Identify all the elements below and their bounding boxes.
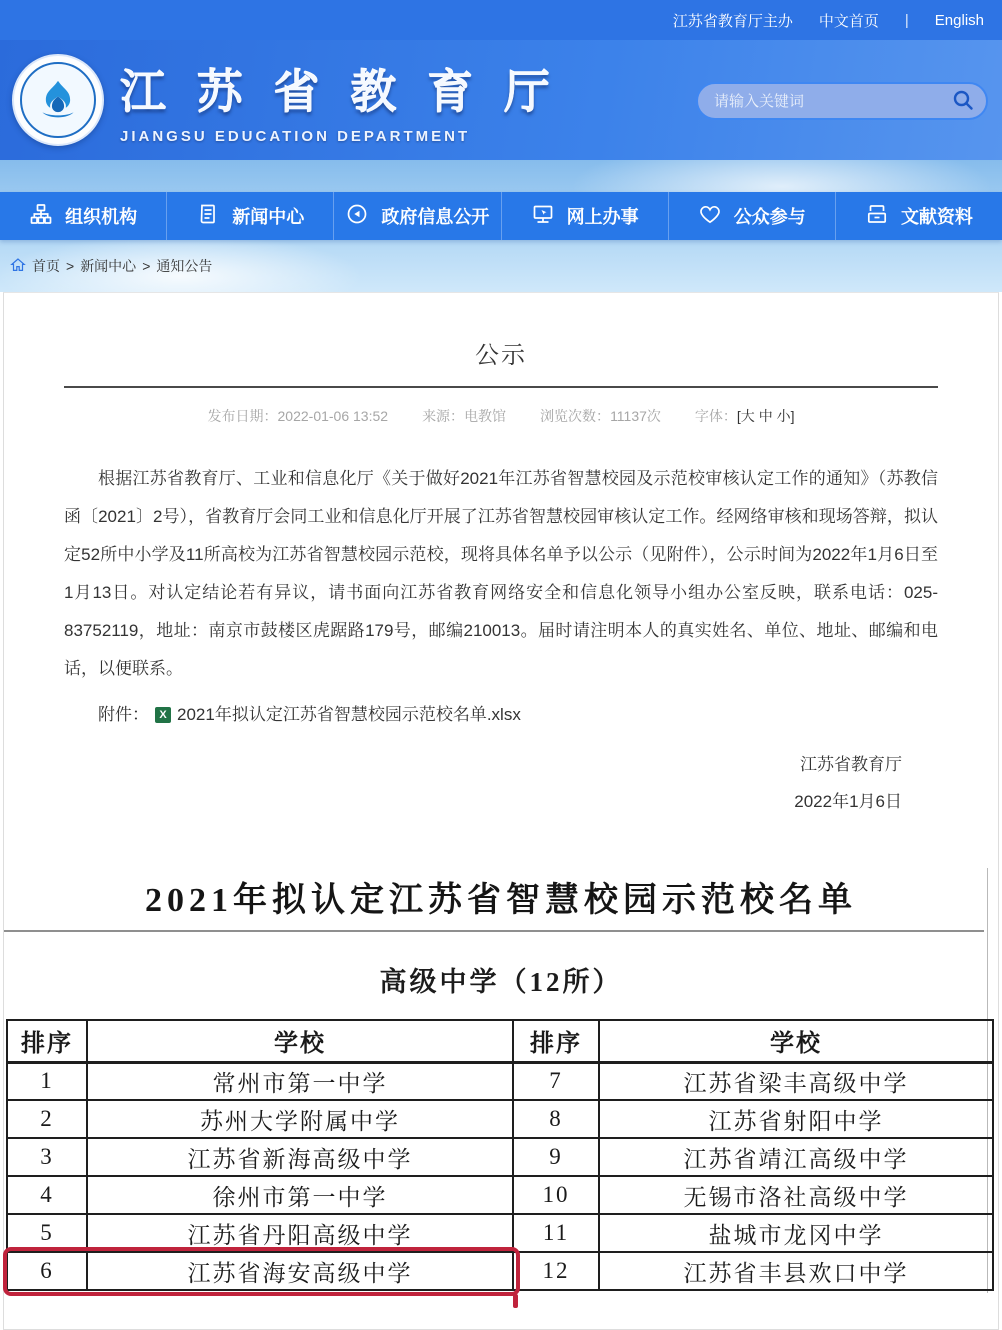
article-title: 公示	[475, 342, 527, 369]
nav-label: 网上办事	[566, 207, 639, 227]
table-row: 1 常州市第一中学 7 江苏省梁丰高级中学	[7, 1062, 993, 1100]
home-icon	[10, 257, 26, 276]
search-button[interactable]	[948, 86, 978, 116]
topbar-english-link[interactable]: English	[934, 11, 984, 29]
nav-label: 文献资料	[900, 207, 973, 227]
signature-department: 江苏省教育厅	[800, 755, 902, 774]
documents-icon	[865, 202, 889, 231]
department-logo	[12, 54, 104, 146]
scan-subtitle: 高级中学（12所）	[379, 967, 623, 997]
nav-item-organization[interactable]	[0, 192, 167, 240]
article-body: 根据江苏省教育厅、工业和信息化厅《关于做好2021年江苏省智慧校园及示范校审核认定工作的通知》（苏教信函〔2021〕2号），省教育厅会同工业和信息化厅开展了江苏省智慧校园审核认定工作。经网络审核和现场答辩，拟认定52所中小学及11所高校为江苏省智慧校园示范校，现将具体名单予以公示（见附件），公示时间为2022年1月6日至1月13日。对认定结论若有异议，请书面向江苏省教育网络安全和信息化领导小组办公室反映，联系电话：025-83752119，地址：南京市鼓楼区虎踞路179号，邮编210013。届时请注明本人的真实姓名、单位、地址、邮编和电话，以便联系。	[64, 469, 938, 678]
nav-item-news-center[interactable]	[167, 192, 334, 240]
nav-label: 组织机构	[65, 207, 138, 227]
article-meta	[4, 406, 998, 426]
topbar-divider: |	[904, 11, 909, 29]
sitemap-icon	[29, 202, 53, 231]
font-size-control: 字体：[大 中 小]	[694, 408, 795, 424]
sky-background	[0, 160, 1002, 292]
font-size-options[interactable]: [大 中 小]	[736, 408, 795, 424]
breadcrumb-separator: >	[66, 258, 75, 274]
site-title: 江 苏 省 教 育 厅	[120, 65, 559, 118]
breadcrumb-item-home[interactable]: 首页	[32, 258, 60, 274]
topbar-chinese-home-link[interactable]: 中文首页	[818, 12, 879, 30]
topbar	[0, 0, 1002, 40]
online-service-icon	[531, 202, 555, 231]
nav-item-document-resources[interactable]	[836, 192, 1002, 240]
main-navigation	[0, 192, 1002, 240]
department-emblem-icon	[20, 62, 96, 138]
site-banner	[0, 40, 1002, 160]
table-row: 2 苏州大学附属中学 8 江苏省射阳中学	[7, 1100, 993, 1138]
title-divider	[64, 386, 938, 388]
table-row: 5 江苏省丹阳高级中学 11 盐城市龙冈中学	[7, 1214, 993, 1252]
publish-date: 发布日期：2022-01-06 13:52	[207, 408, 389, 424]
table-row-highlighted: 6 江苏省海安高级中学 12 江苏省丰县欢口中学	[7, 1252, 993, 1290]
col-header-rank: 排序	[7, 1020, 87, 1062]
nav-item-gov-info-disclosure[interactable]	[334, 192, 501, 240]
signature-date: 2022年1月6日	[794, 792, 902, 811]
breadcrumb-item-news-center[interactable]: 新闻中心	[80, 258, 137, 274]
breadcrumb	[0, 240, 1002, 292]
table-header-row	[7, 1020, 993, 1062]
participation-icon	[698, 202, 722, 231]
site-search	[696, 82, 988, 120]
attachment-row	[64, 698, 938, 732]
red-highlight-tail	[513, 1294, 518, 1308]
school-table-wrap	[6, 1019, 986, 1291]
col-header-school: 学校	[87, 1020, 513, 1062]
article-panel	[3, 292, 999, 1330]
article-source: 来源：电教馆	[422, 408, 507, 424]
news-icon	[196, 202, 220, 231]
col-header-rank: 排序	[513, 1020, 599, 1062]
table-row: 3 江苏省新海高级中学 9 江苏省靖江高级中学	[7, 1138, 993, 1176]
nav-item-online-services[interactable]	[502, 192, 669, 240]
scan-title-rule	[4, 930, 984, 932]
school-table	[6, 1019, 994, 1291]
attachment-link[interactable]: 2021年拟认定江苏省智慧校园示范校名单.xlsx	[177, 705, 521, 724]
nav-label: 公众参与	[733, 207, 806, 227]
scan-title: 2021年拟认定江苏省智慧校园示范校名单	[145, 882, 857, 919]
search-input[interactable]	[714, 93, 948, 110]
nav-label: 政府信息公开	[381, 207, 490, 227]
signature-block	[4, 746, 998, 820]
col-header-school: 学校	[599, 1020, 993, 1062]
site-title-english: JIANGSU EDUCATION DEPARTMENT	[120, 127, 471, 145]
breadcrumb-separator: >	[142, 258, 151, 274]
view-count: 浏览次数：11137次	[540, 408, 661, 424]
search-icon	[951, 88, 975, 115]
info-disclosure-icon	[345, 202, 369, 231]
nav-label: 新闻中心	[232, 207, 305, 227]
topbar-host-link[interactable]: 江苏省教育厅主办	[672, 12, 793, 30]
scanned-list-image	[4, 864, 998, 1305]
nav-item-public-participation[interactable]	[669, 192, 836, 240]
attachment-label: 附件：	[98, 705, 149, 724]
excel-file-icon: X	[155, 707, 171, 723]
table-row: 4 徐州市第一中学 10 无锡市洛社高级中学	[7, 1176, 993, 1214]
breadcrumb-item-notices[interactable]: 通知公告	[156, 258, 213, 274]
